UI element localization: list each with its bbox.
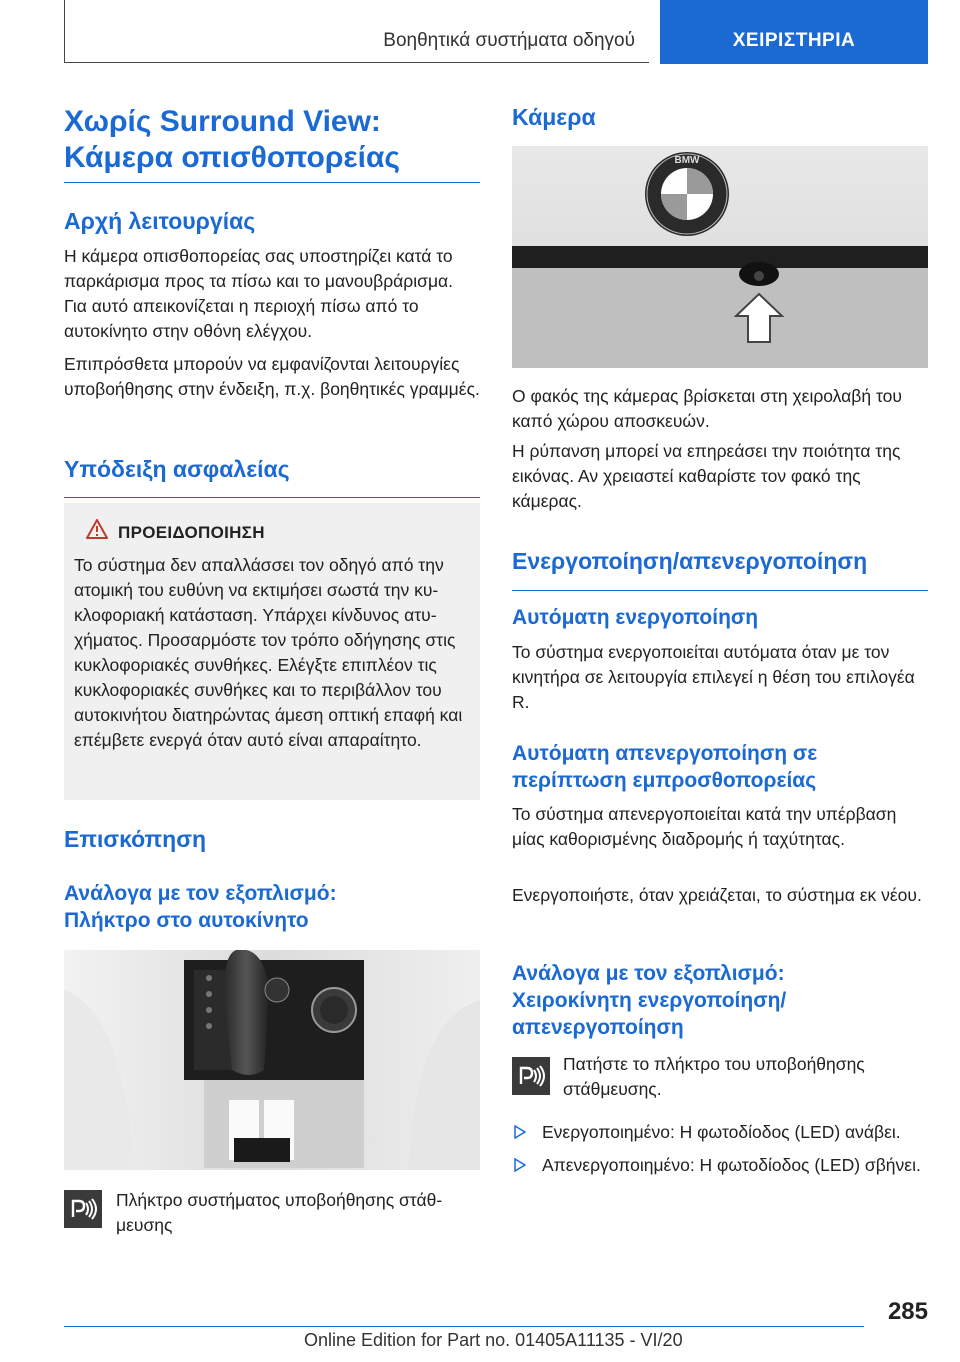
manual-press-text: Πατήστε το πλήκτρο του υποβοήθησης στάθμευσης. bbox=[563, 1054, 865, 1099]
led-status-list bbox=[512, 1120, 928, 1186]
park-assist-button-icon-2 bbox=[512, 1057, 550, 1095]
title-rule bbox=[64, 182, 480, 183]
park-assist-icon bbox=[512, 1057, 550, 1095]
button-caption: Πλήκτρο συστήματος υποβοήθησης στάθμευσης bbox=[116, 1190, 443, 1235]
rear-camera-photo bbox=[512, 146, 928, 368]
list-item bbox=[512, 1120, 928, 1145]
page-title-line2: Κάμερα οπισθοπορείας bbox=[64, 141, 401, 174]
page-title bbox=[64, 104, 484, 176]
triangle-bullet-icon bbox=[514, 1125, 526, 1139]
manual-heading-line3: απενεργοποίηση bbox=[512, 1016, 684, 1039]
equipment-heading-line2: Πλήκτρο στο αυτοκίνητο bbox=[64, 909, 309, 932]
park-assist-icon bbox=[64, 1190, 102, 1228]
manual-heading-line2: Χειροκίνητη ενεργοποίηση/ bbox=[512, 989, 787, 1012]
chapter-title: ΧΕΙΡΙΣΤΗΡΙΑ bbox=[732, 30, 856, 51]
warning-text: Το σύστημα δεν απαλλάσσει τον οδηγό από την ατομική του ευθύνη να εκτιμήσει σωστά την κυκλοφοριακή κατάσταση. Υπάρχει κίνδυνος ατυχήματος. Προσαρμόστε τον τρόπο οδήγησης στις κυκλοφοριακές συνθήκες. Ελέγξτε επιπλέον τις κυκλοφοριακές συνθήκες και το περιβάλλον του αυτοκινήτου διατηρώντας άμεση οπτική επαφή και επέμβετε ενεργά όταν αυτό είναι απαραίτητο. bbox=[74, 555, 463, 750]
led-off-text: Απενεργοποιημένο: Η φωτοδίοδος (LED) σβήνει. bbox=[542, 1155, 921, 1175]
auto-off-heading-line2: περίπτωση εμπροσθοπορείας bbox=[512, 769, 817, 792]
camera-paragraph-1: Ο φακός της κάμερας βρίσκεται στη χειρολαβή του καπό χώρου αποσκευών. bbox=[512, 386, 902, 431]
auto-off-heading-line1: Αυτόματη απενεργοποίηση σε bbox=[512, 742, 818, 765]
equipment-heading bbox=[64, 880, 484, 934]
camera-paragraph-2: Η ρύπανση μπορεί να επηρεάσει την ποιότητα της εικόνας. Αν χρειαστεί καθαρίστε τον φακό της κάμερας. bbox=[512, 441, 901, 511]
page-title-line1: Χωρίς Surround View: bbox=[64, 105, 381, 138]
overview-heading: Επισκόπηση bbox=[64, 826, 206, 852]
rear-camera-illustration bbox=[512, 146, 928, 368]
chapter-tab bbox=[660, 0, 928, 64]
principle-paragraph-2: Επιπρόσθετα μπορούν να εμφανίζονται λειτουργίες υποβοήθησης στην ένδειξη, π.χ. βοηθητικές γραμμές. bbox=[64, 354, 480, 399]
auto-on-text: Το σύστημα ενεργοποιείται αυτόματα όταν με τον κινητήρα σε λειτουργία επιλεγεί η θέση του επιλογέα R. bbox=[512, 642, 915, 712]
warning-triangle-icon bbox=[86, 519, 108, 539]
activation-heading: Ενεργοποίηση/απενεργοποίηση bbox=[512, 548, 868, 574]
manual-heading bbox=[512, 960, 932, 1041]
bmw-logo-text: BMW bbox=[674, 155, 700, 166]
auto-off-paragraph-2: Ενεργοποιήστε, όταν χρειάζεται, το σύστημα εκ νέου. bbox=[512, 885, 922, 905]
triangle-bullet-icon bbox=[514, 1158, 526, 1172]
footer-rule bbox=[64, 1326, 864, 1327]
principle-heading: Αρχή λειτουργίας bbox=[64, 208, 256, 234]
warning-title: ΠΡΟΕΙΔΟΠΟΙΗΣΗ bbox=[118, 523, 265, 542]
safety-heading: Υπόδειξη ασφαλείας bbox=[64, 456, 290, 482]
page-number: 285 bbox=[887, 1298, 928, 1325]
auto-off-heading bbox=[512, 740, 932, 794]
section-title: Βοηθητικά συστήματα οδηγού bbox=[383, 30, 635, 51]
edition-text: Online Edition for Part no. 01405A11135 - VI/20 bbox=[304, 1330, 683, 1350]
center-console-illustration bbox=[64, 950, 480, 1170]
section-tab bbox=[64, 0, 649, 63]
list-item bbox=[512, 1153, 928, 1178]
auto-on-heading: Αυτόματη ενεργοποίηση bbox=[512, 606, 759, 629]
auto-off-paragraph-1: Το σύστημα απενεργοποιείται κατά την υπέρβαση μίας καθορισμένης διαδρομής ή ταχύτητας. bbox=[512, 804, 897, 849]
page-header bbox=[64, 0, 928, 64]
activation-rule bbox=[512, 590, 928, 591]
led-on-text: Ενεργοποιημένο: Η φωτοδίοδος (LED) ανάβει. bbox=[542, 1122, 901, 1142]
safety-rule bbox=[64, 497, 480, 498]
equipment-heading-line1: Ανάλογα με τον εξοπλισμό: bbox=[64, 882, 337, 905]
warning-box bbox=[64, 503, 480, 800]
camera-heading: Κάμερα bbox=[512, 104, 596, 130]
center-console-photo bbox=[64, 950, 480, 1170]
manual-heading-line1: Ανάλογα με τον εξοπλισμό: bbox=[512, 962, 785, 985]
principle-paragraph-1: Η κάμερα οπισθοπορείας σας υποστηρίζει κατά το παρκάρισμα προς τα πίσω και το μανουβράρισμα. Για αυτό απεικονίζεται η περιοχή πίσω από το αυτοκίνητο στην οθόνη ελέγχου. bbox=[64, 246, 454, 341]
park-assist-button-icon bbox=[64, 1190, 102, 1228]
